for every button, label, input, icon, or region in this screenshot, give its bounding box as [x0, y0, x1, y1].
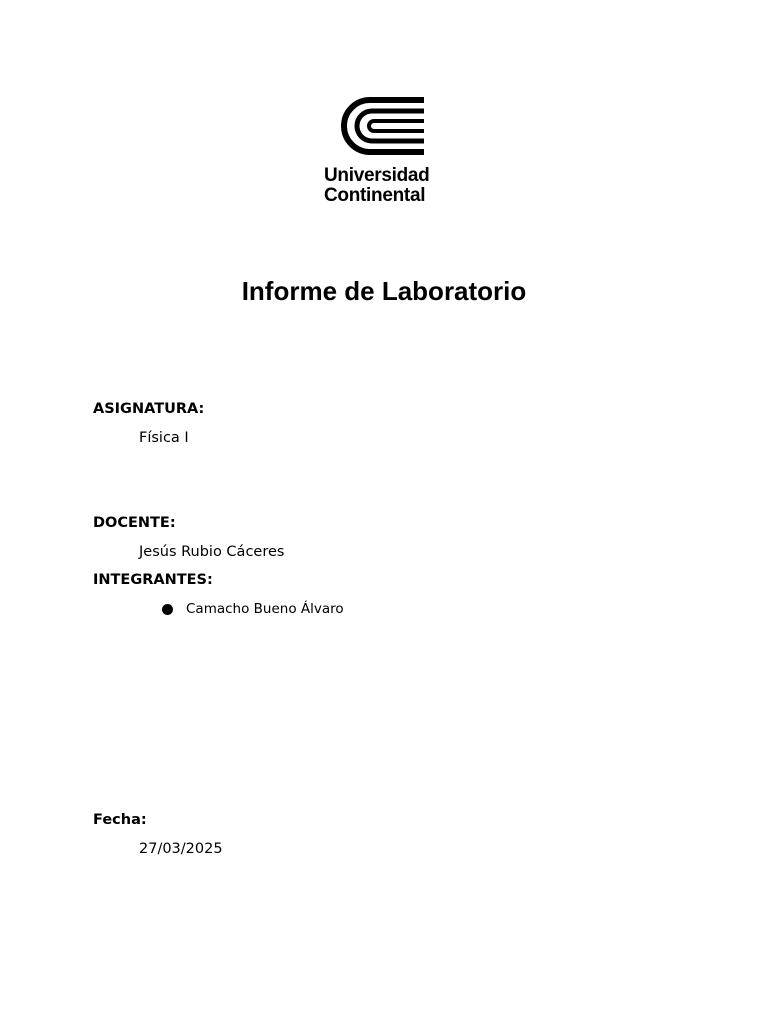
logo-text-line2: Continental	[324, 185, 426, 206]
integrantes-label: INTEGRANTES:	[93, 572, 213, 588]
docente-label: DOCENTE:	[93, 515, 176, 531]
fecha-label: Fecha:	[93, 812, 147, 828]
fecha-value: 27/03/2025	[139, 841, 223, 857]
document-title: Informe de Laboratorio	[241, 276, 527, 306]
bullet-icon	[162, 604, 173, 615]
integrante-name: Camacho Bueno Álvaro	[186, 601, 344, 617]
asignatura-label: ASIGNATURA:	[93, 401, 205, 417]
asignatura-value: Física I	[139, 430, 189, 446]
docente-value: Jesús Rubio Cáceres	[139, 544, 285, 560]
logo-text-line1: Universidad	[324, 165, 430, 186]
continental-emblem-icon	[340, 96, 426, 156]
